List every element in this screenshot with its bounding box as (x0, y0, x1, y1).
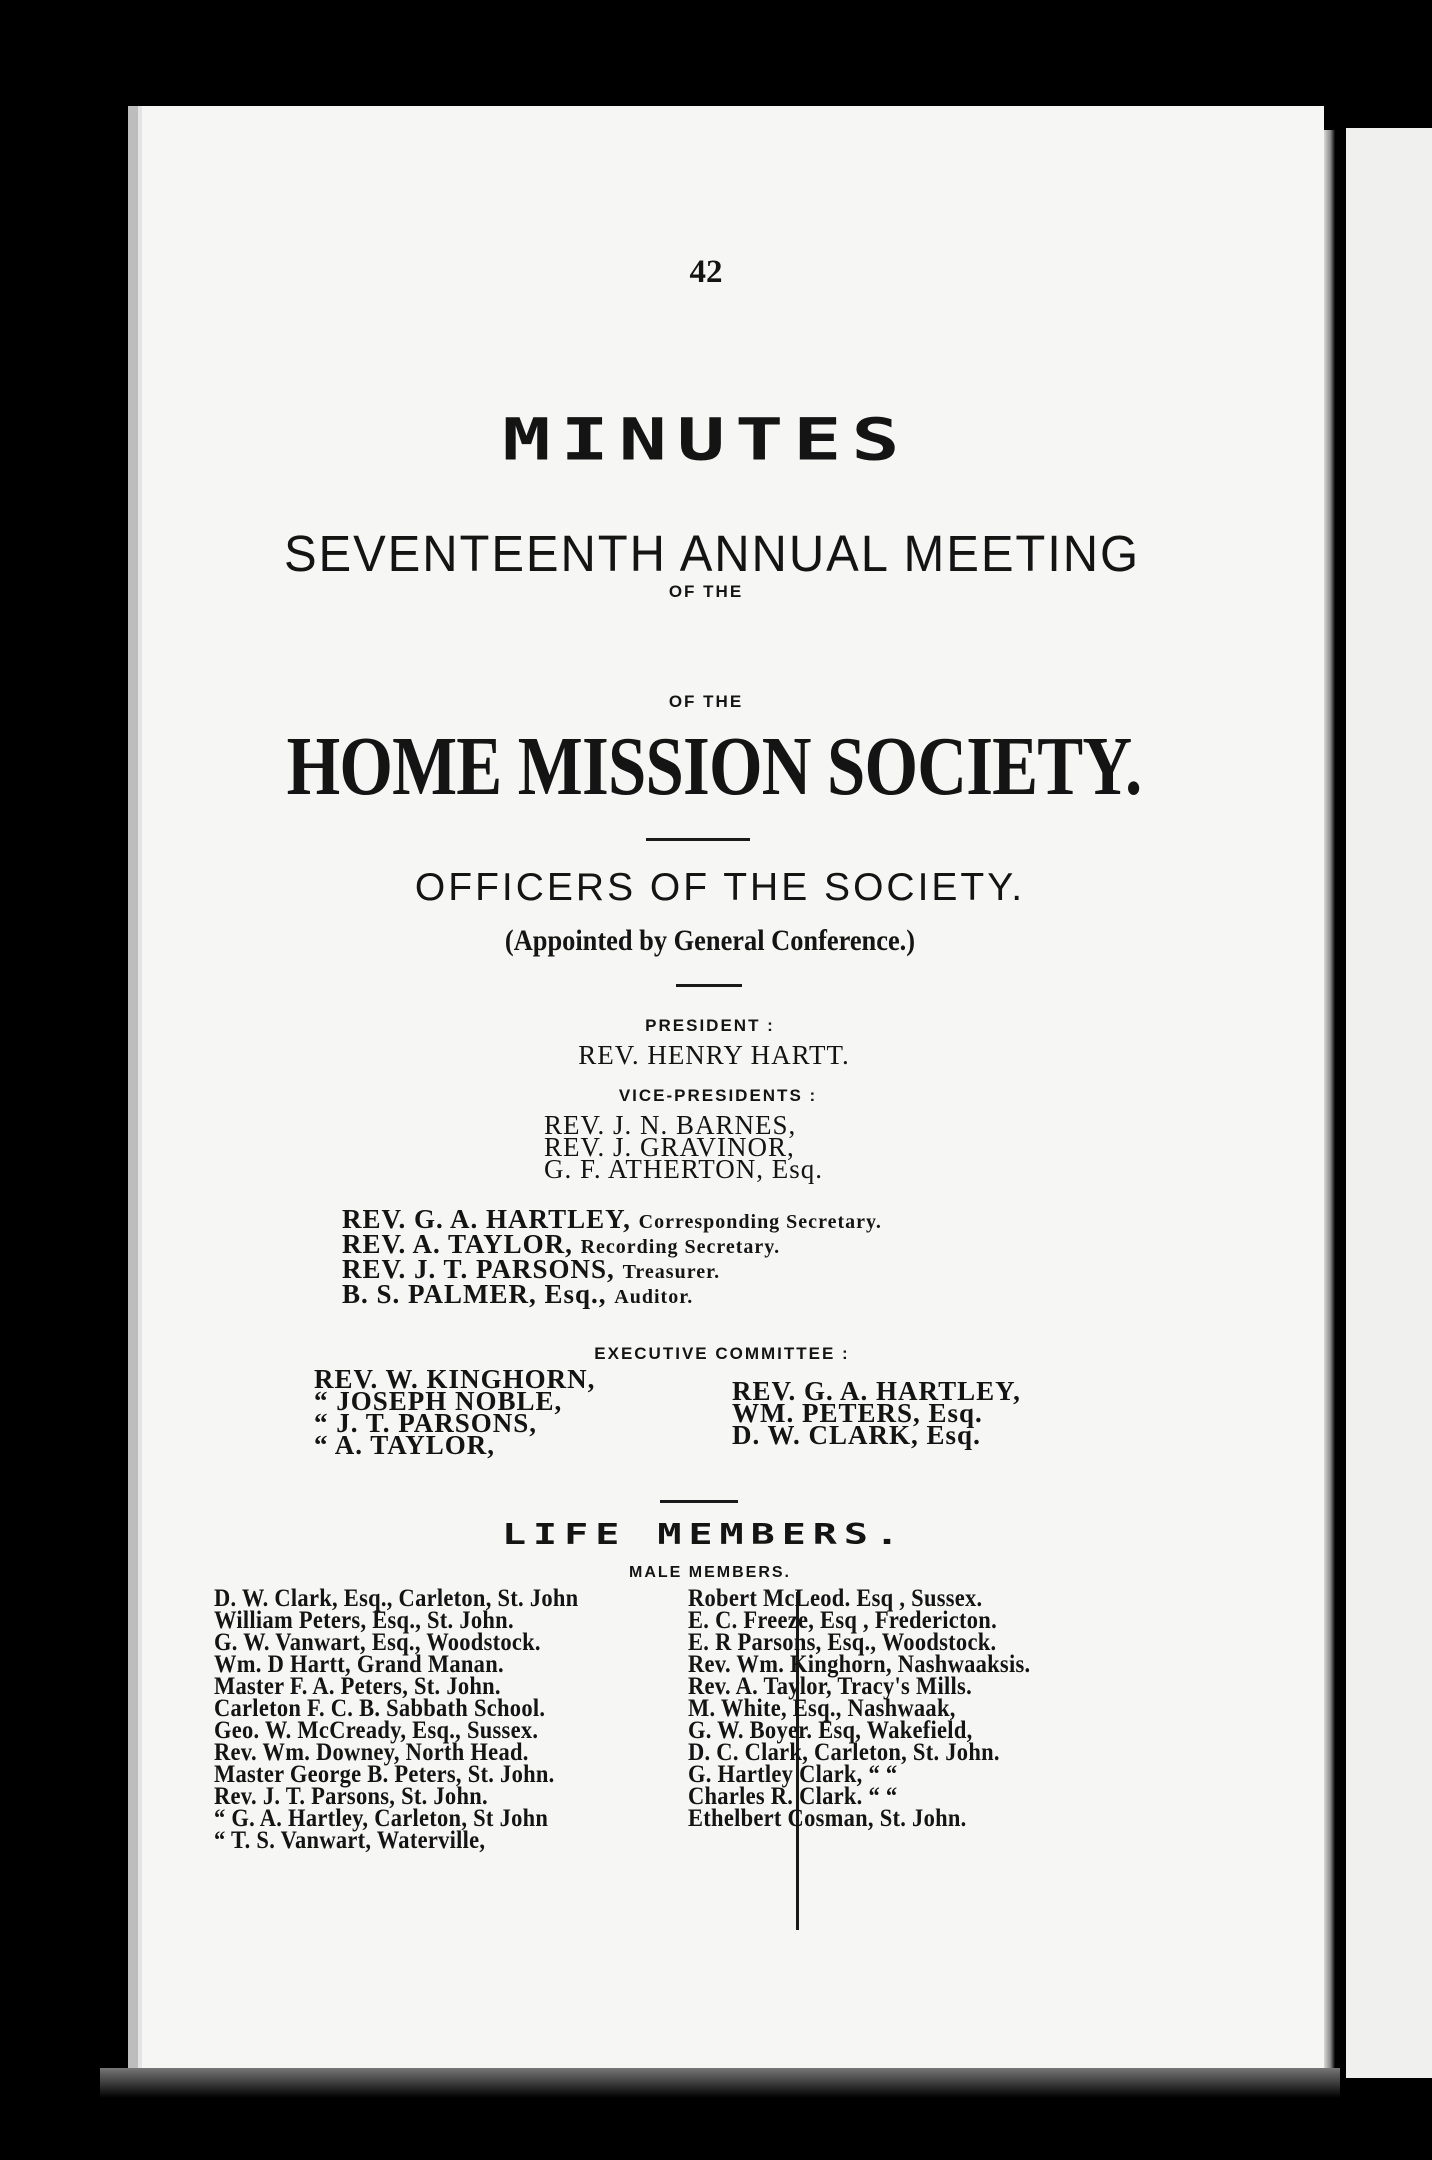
page-bottom-shadow (100, 2068, 1340, 2098)
vice-presidents-list (544, 1110, 823, 1184)
member-entry: “ T. S. Vanwart, Waterville, (214, 1827, 486, 1854)
officer-role: Auditor. (614, 1286, 694, 1308)
member-entry: G. W. Vanwart, Esq., Woodstock. (214, 1629, 541, 1656)
member-entry: G. Hartley Clark, “ “ (688, 1761, 898, 1788)
of-the-line-1: OF THE (668, 582, 744, 601)
minutes-title: MINUTES (502, 406, 910, 473)
member-entry: D. W. Clark, Esq., Carleton, St. John (214, 1585, 579, 1612)
officer-name: REV. A. TAYLOR, (342, 1229, 573, 1259)
member-entry: Rev. Wm. Kinghorn, Nashwaaksis. (688, 1651, 1031, 1678)
officer-name: REV. J. T. PARSONS, (342, 1254, 615, 1284)
officers-heading: OFFICERS OF THE SOCIETY. (414, 866, 1026, 909)
officer-role: Recording Secretary. (580, 1236, 781, 1258)
member-entry: Wm. D Hartt, Grand Manan. (214, 1651, 504, 1678)
member-entry: Rev. Wm. Downey, North Head. (214, 1739, 529, 1766)
committee-member: “ JOSEPH NOBLE, (314, 1386, 563, 1416)
member-entry: Carleton F. C. B. Sabbath School. (214, 1695, 546, 1722)
vice-president: REV. J. GRAVINOR, (544, 1132, 795, 1162)
member-entry: Geo. W. McCready, Esq., Sussex. (214, 1717, 539, 1744)
member-entry: M. White, Esq., Nashwaak, (688, 1695, 956, 1722)
appointed-note: (Appointed by General Conference.) (504, 924, 916, 957)
member-entry: “ G. A. Hartley, Carleton, St John (214, 1805, 549, 1832)
committee-member: D. W. CLARK, Esq. (732, 1420, 981, 1450)
member-entry: Rev. J. T. Parsons, St. John. (214, 1783, 488, 1810)
president-name: REV. HENRY HARTT. (578, 1040, 850, 1070)
committee-member: “ J. T. PARSONS, (314, 1408, 538, 1438)
officer-role: Corresponding Secretary. (638, 1211, 882, 1233)
officer-roles (342, 1204, 882, 1309)
male-members-label: MALE MEMBERS. (629, 1564, 791, 1581)
officer-name: B. S. PALMER, Esq., (342, 1279, 607, 1309)
vice-presidents-label: VICE-PRESIDENTS : (618, 1086, 818, 1105)
officer-role: Treasurer. (622, 1261, 721, 1283)
life-members-heading: LIFE MEMBERS. (501, 1518, 907, 1552)
divider-rule-2 (676, 984, 742, 987)
member-entry: G. W. Boyer. Esq, Wakefield, (688, 1717, 973, 1744)
member-entry: Ethelbert Cosman, St. John. (688, 1805, 967, 1832)
officer-name: REV. G. A. HARTLEY, (342, 1204, 631, 1234)
member-entry: Rev. A. Taylor, Tracy's Mills. (688, 1673, 972, 1700)
vice-president: G. F. ATHERTON, Esq. (544, 1154, 823, 1184)
vice-president: REV. J. N. BARNES, (544, 1110, 797, 1140)
page-number: 42 (689, 254, 723, 290)
member-entry: Charles R. Clark. “ “ (688, 1783, 898, 1810)
executive-committee-right (732, 1376, 1021, 1450)
life-members-right-column (688, 1585, 1068, 1832)
member-entry: Robert McLeod. Esq , Sussex. (688, 1585, 983, 1612)
committee-member: “ A. TAYLOR, (314, 1430, 496, 1460)
committee-member: WM. PETERS, Esq. (732, 1398, 983, 1428)
page-edge-shadow (1324, 130, 1340, 2078)
facing-page-edge (1346, 128, 1432, 2078)
book-page (128, 106, 1324, 2068)
officer-row (342, 1279, 882, 1309)
executive-committee-label: EXECUTIVE COMMITTEE : (594, 1344, 850, 1363)
member-entry: D. C. Clark, Carleton, St. John. (688, 1739, 1000, 1766)
member-entry: Master F. A. Peters, St. John. (214, 1673, 501, 1700)
executive-committee-left (314, 1364, 596, 1460)
divider-rule-3 (660, 1500, 738, 1503)
divider-rule-1 (646, 838, 750, 841)
committee-member: REV. G. A. HARTLEY, (732, 1376, 1021, 1406)
president-label: PRESIDENT : (645, 1016, 775, 1035)
meeting-title: SEVENTEENTH ANNUAL MEETING (283, 525, 1141, 582)
member-entry: E. C. Freeze, Esq , Fredericton. (688, 1607, 997, 1634)
member-entry: Master George B. Peters, St. John. (214, 1761, 555, 1788)
member-entry: E. R Parsons, Esq., Woodstock. (688, 1629, 997, 1656)
society-title: HOME MISSION SOCIETY. (286, 720, 1142, 813)
committee-member: REV. W. KINGHORN, (314, 1364, 596, 1394)
life-members-left-column (214, 1585, 619, 1854)
member-entry: William Peters, Esq., St. John. (214, 1607, 514, 1634)
of-the-line-2: OF THE (668, 692, 744, 711)
